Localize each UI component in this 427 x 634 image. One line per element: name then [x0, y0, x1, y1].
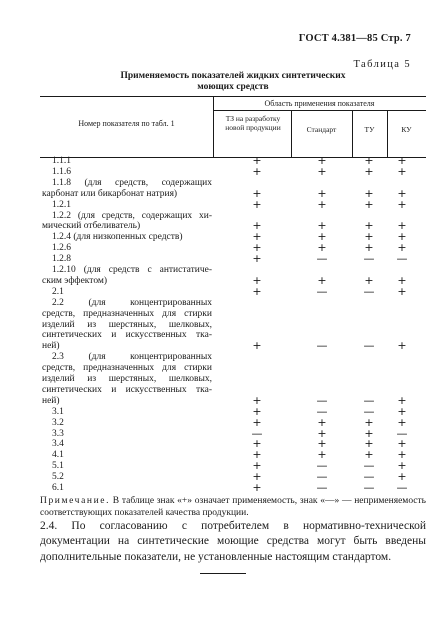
applicable-mark: +: [397, 459, 407, 473]
applicable-mark: +: [397, 219, 407, 233]
applicable-mark: +: [364, 273, 374, 287]
applicable-mark: +: [252, 154, 262, 167]
col-header-ku: КУ: [401, 125, 412, 134]
col-header-tu: ТУ: [364, 125, 375, 134]
applicable-mark: +: [397, 339, 407, 353]
applicable-mark: +: [252, 284, 262, 298]
not-applicable-mark: —: [316, 404, 328, 418]
not-applicable-mark: —: [316, 284, 328, 298]
applicable-mark: +: [252, 470, 262, 484]
indicator-row-text: средств, предназначенных для стирки: [42, 363, 212, 374]
applicable-mark: +: [397, 154, 407, 167]
indicator-row-text: 6.1: [52, 483, 64, 493]
applicable-mark: +: [364, 230, 374, 244]
table-title-line: Применяемость показателей жидких синтетических: [120, 71, 346, 81]
indicator-row-text: 1.2.8: [52, 254, 71, 265]
indicator-row-text: ским эффектом): [42, 275, 108, 286]
applicable-mark: +: [397, 186, 407, 200]
indicator-row-text: мический отбеливатель): [42, 221, 141, 232]
applicable-mark: +: [252, 219, 262, 233]
indicator-row-text: изделий из шерстяных, шелковых,: [42, 319, 212, 330]
applicable-mark: +: [252, 459, 262, 473]
applicable-mark: +: [252, 481, 262, 494]
indicator-row-text: 1.1.1: [52, 156, 71, 166]
applicable-mark: +: [317, 230, 327, 244]
applicable-mark: +: [397, 437, 407, 451]
not-applicable-mark: —: [363, 404, 375, 418]
applicable-mark: +: [397, 273, 407, 287]
indicator-row-text: изделий из шерстяных, шелковых,: [42, 374, 212, 384]
applicable-mark: +: [252, 404, 262, 418]
table-title: [40, 71, 426, 93]
indicator-row-text: ней): [42, 395, 60, 406]
table-note: [40, 495, 426, 519]
applicable-mark: +: [317, 415, 327, 429]
applicable-mark: +: [317, 186, 327, 200]
not-applicable-mark: —: [316, 252, 328, 266]
not-applicable-mark: —: [316, 459, 328, 473]
applicable-mark: +: [317, 426, 327, 440]
applicable-mark: +: [397, 404, 407, 418]
applicable-mark: +: [364, 415, 374, 429]
indicator-row-text: 3.4: [52, 439, 64, 450]
indicator-row-text: 2.2 (для концентрированных: [52, 297, 212, 308]
applicable-mark: +: [397, 241, 407, 255]
col-header-standard: Стандарт: [306, 125, 337, 134]
not-applicable-mark: —: [316, 470, 328, 484]
applicable-mark: +: [317, 197, 327, 211]
indicator-row-text: 1.2.10 (для средств с антистатиче-: [52, 265, 212, 275]
applicable-mark: +: [252, 241, 262, 255]
applicable-mark: +: [317, 219, 327, 233]
indicator-row-text: синтетических и искусственных тка-: [42, 384, 212, 395]
indicator-row-text: 5.1: [52, 461, 64, 472]
note-label: Примечание.: [40, 496, 111, 506]
indicator-row-text: 4.1: [52, 450, 64, 461]
indicator-row-text: карбонат или бикарбонат натрия): [42, 188, 178, 199]
applicable-mark: +: [252, 393, 262, 407]
applicable-mark: +: [364, 426, 374, 440]
applicable-mark: +: [364, 219, 374, 233]
indicator-row-text: 2.3 (для концентрированных: [52, 352, 212, 363]
area-of-application-header: Область применения показателя: [264, 99, 375, 108]
not-applicable-mark: —: [363, 252, 375, 266]
indicator-row-text: 1.2.2 (для средств, содержащих хи-: [52, 210, 212, 221]
applicable-mark: +: [317, 448, 327, 462]
paragraph-2-4: 2.4. По согласованию с потребителем в нормативно-технической документации на синтетические моющие средства могут быть введены дополнительные показатели, не установленные настоящим стандартом.: [40, 520, 426, 563]
applicable-mark: +: [252, 230, 262, 244]
applicable-mark: +: [317, 273, 327, 287]
applicable-mark: +: [252, 186, 262, 200]
indicator-row-text: 1.2.1: [52, 199, 71, 210]
table-number: Таблица 5: [353, 59, 411, 70]
applicable-mark: +: [397, 448, 407, 462]
applicable-mark: +: [364, 197, 374, 211]
not-applicable-mark: —: [363, 470, 375, 484]
applicable-mark: +: [252, 437, 262, 451]
not-applicable-mark: —: [396, 252, 408, 266]
applicable-mark: +: [252, 448, 262, 462]
not-applicable-mark: —: [363, 284, 375, 298]
not-applicable-mark: —: [396, 481, 408, 494]
applicable-mark: +: [364, 437, 374, 451]
applicable-mark: +: [317, 437, 327, 451]
applicable-mark: +: [397, 393, 407, 407]
not-applicable-mark: —: [316, 393, 328, 407]
table-title-line: моющих средств: [197, 82, 269, 92]
applicable-mark: +: [397, 470, 407, 484]
applicable-mark: +: [397, 197, 407, 211]
applicable-mark: +: [397, 415, 407, 429]
page-header: ГОСТ 4.381—85 Стр. 7: [298, 33, 411, 44]
indicator-row-text: 1.2.4 (для низкопенных средств): [52, 232, 183, 243]
applicable-mark: +: [252, 164, 262, 178]
applicable-mark: +: [397, 230, 407, 244]
table-top-rule: [40, 96, 426, 97]
applicable-mark: +: [252, 197, 262, 211]
applicable-mark: +: [397, 284, 407, 298]
indicator-row-text: 2.1: [52, 286, 64, 297]
indicator-row-text: 3.2: [52, 417, 64, 428]
not-applicable-mark: —: [363, 481, 375, 494]
not-applicable-mark: —: [363, 459, 375, 473]
indicator-row-text: 1.1.8 (для средств, содержащих: [52, 177, 212, 188]
applicable-mark: +: [317, 164, 327, 178]
indicator-row-text: средств, предназначенных для стирки: [42, 308, 212, 319]
area-header-rule: [213, 110, 426, 111]
indicator-row-text: 3.3: [52, 428, 64, 439]
indicator-row-text: ней): [42, 341, 60, 352]
applicable-mark: +: [252, 339, 262, 353]
note-text: В таблице знак «+» означает применяемость, знак «—» — неприменяемость соответствующих показателей качества продукции.: [40, 496, 427, 518]
applicable-mark: +: [252, 415, 262, 429]
indicator-row-text: 5.2: [52, 472, 64, 483]
indicator-row-text: 3.1: [52, 406, 64, 417]
col-header-tz: ТЗ на разработку новой продукции: [225, 114, 281, 132]
applicable-mark: +: [364, 448, 374, 462]
not-applicable-mark: —: [363, 393, 375, 407]
applicable-mark: +: [364, 164, 374, 178]
indicator-row-text: 1.2.6: [52, 243, 71, 254]
applicable-mark: +: [317, 241, 327, 255]
end-rule: [200, 573, 246, 574]
applicable-mark: +: [252, 252, 262, 266]
not-applicable-mark: —: [316, 339, 328, 353]
indicator-number-header: Номер показателя по табл. 1: [78, 119, 175, 128]
applicable-mark: +: [364, 186, 374, 200]
indicator-row-text: 1.1.6: [52, 166, 71, 177]
applicable-mark: +: [252, 273, 262, 287]
indicator-row-text: синтетических и искусственных тка-: [42, 330, 212, 341]
applicable-mark: +: [364, 154, 374, 167]
applicable-mark: +: [317, 154, 327, 167]
not-applicable-mark: —: [363, 339, 375, 353]
not-applicable-mark: —: [251, 426, 263, 440]
not-applicable-mark: —: [396, 426, 408, 440]
not-applicable-mark: —: [316, 481, 328, 494]
applicable-mark: +: [364, 241, 374, 255]
applicable-mark: +: [397, 164, 407, 178]
